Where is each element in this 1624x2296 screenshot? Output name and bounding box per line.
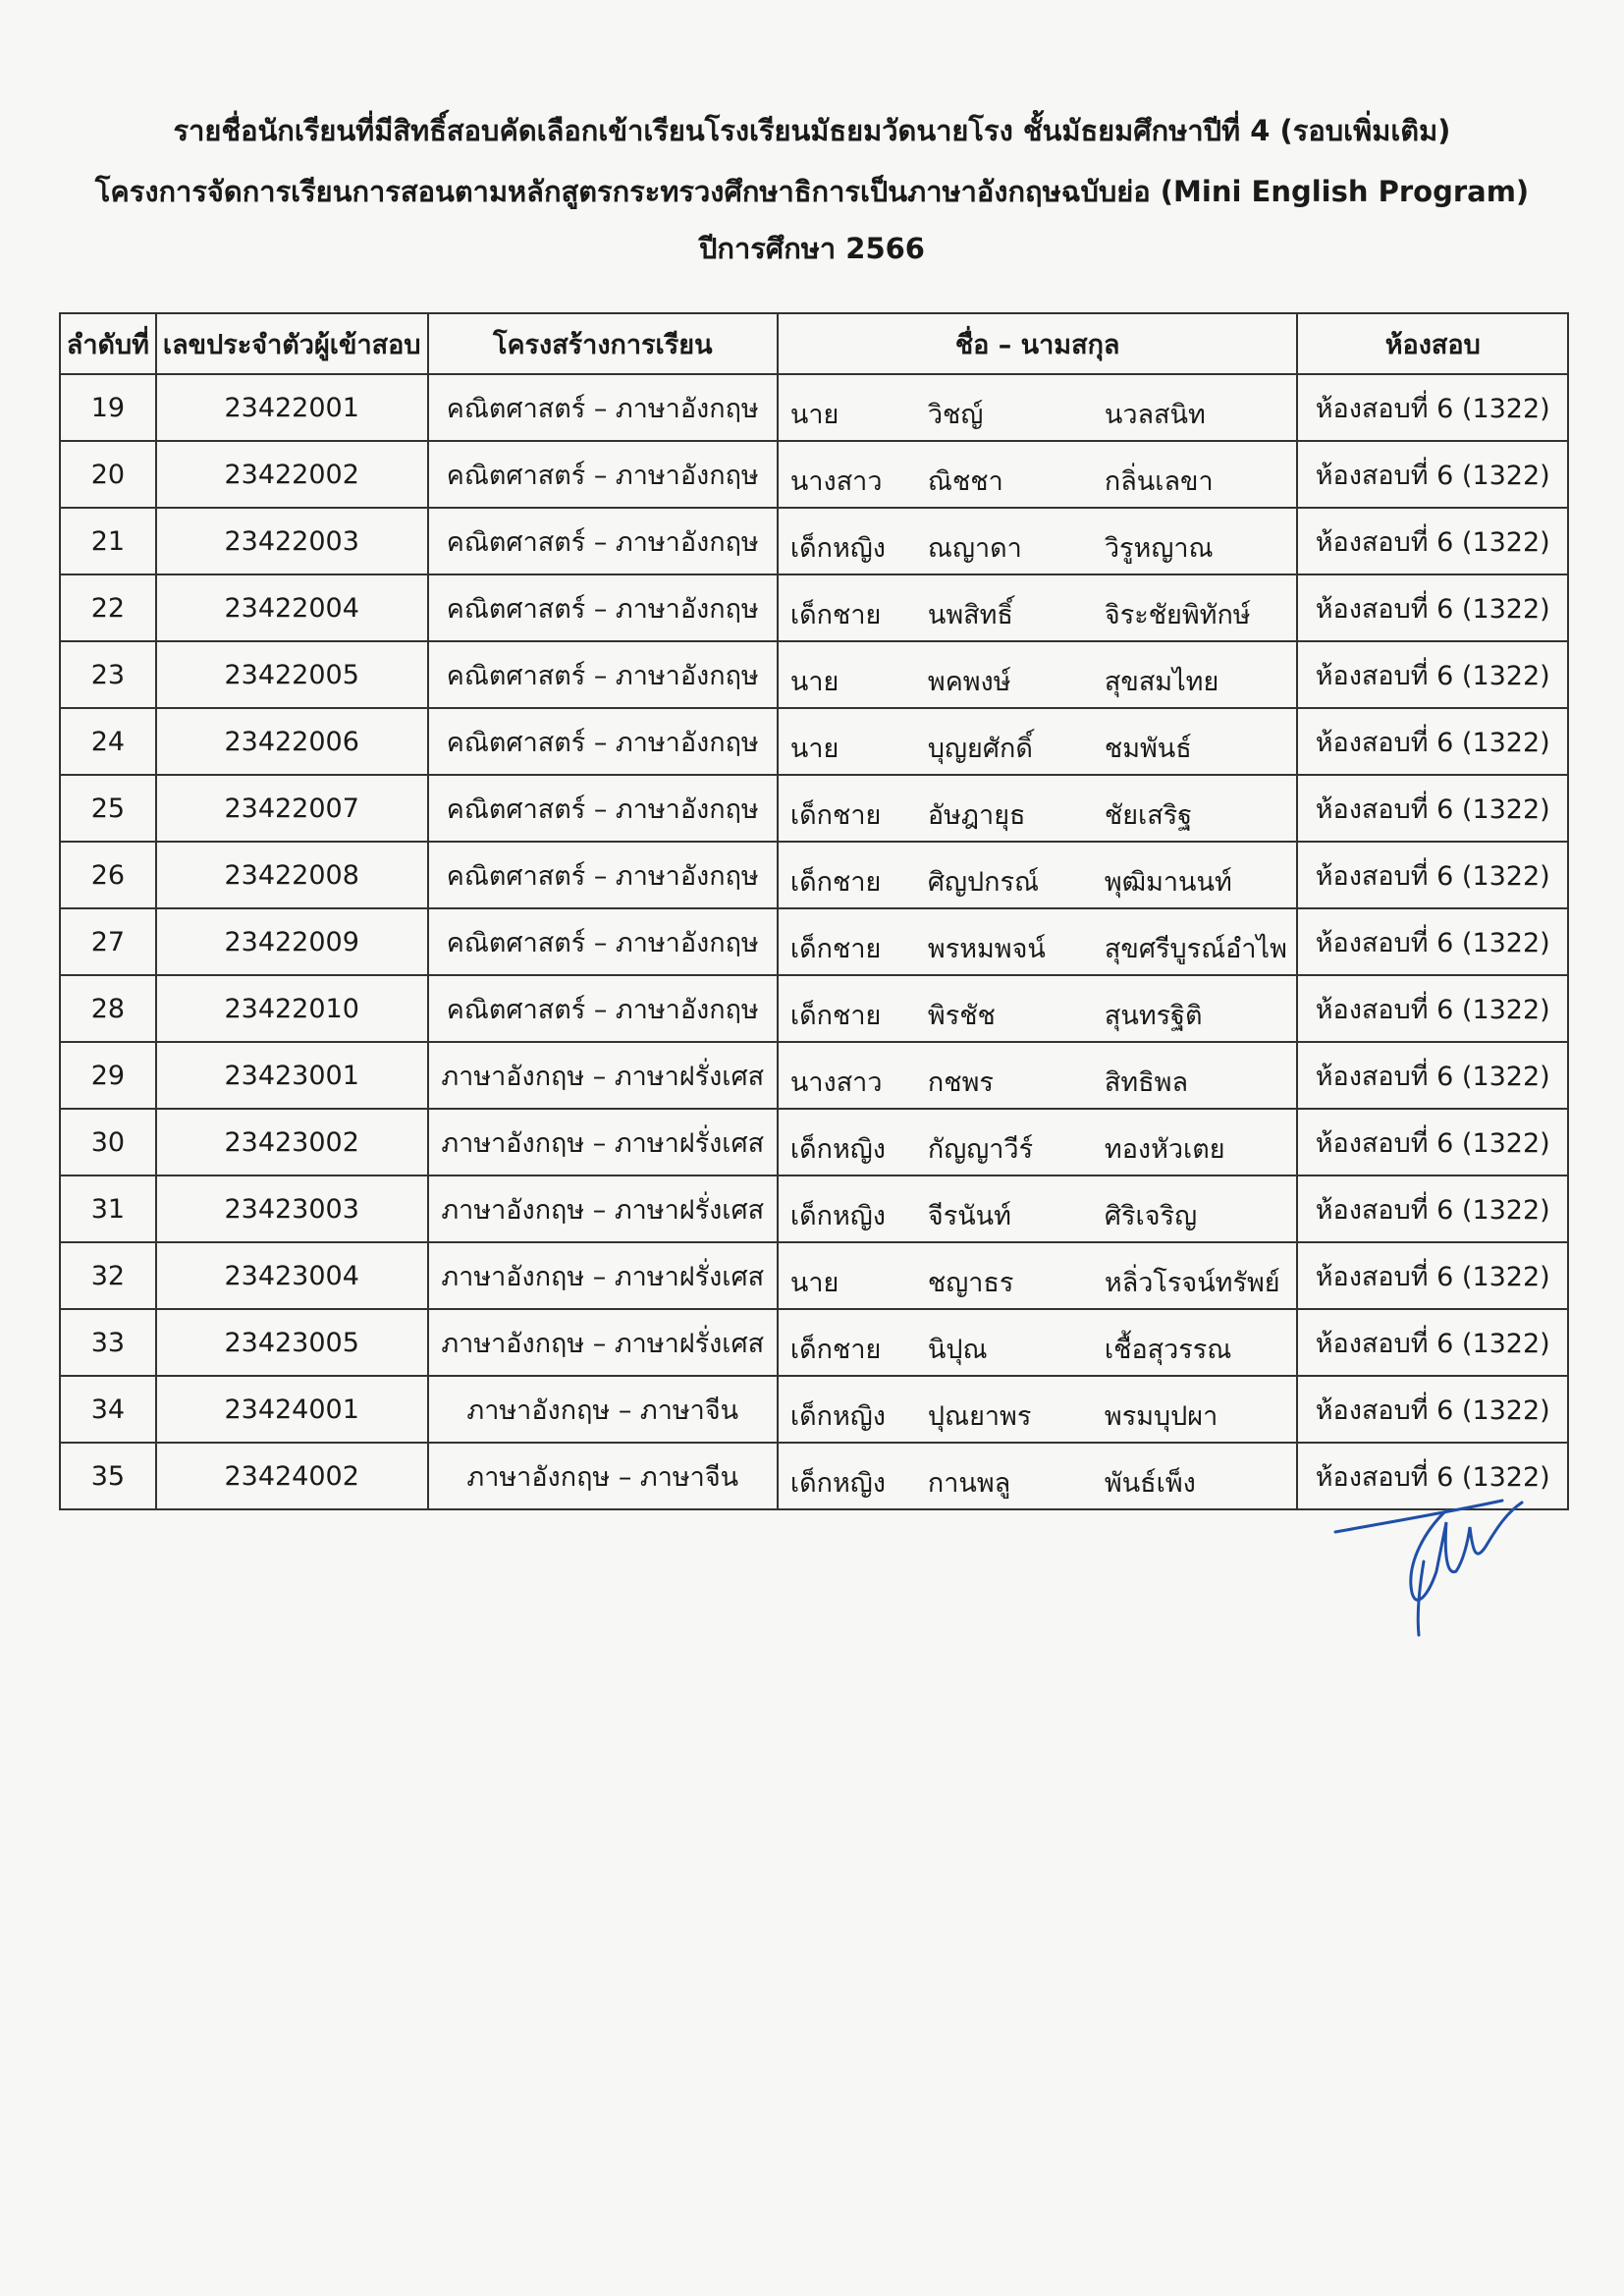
- row-name: [778, 1309, 1298, 1376]
- row-name: [778, 1376, 1298, 1443]
- first-name: กชพร: [927, 1067, 994, 1098]
- academic-year: ปีการศึกษา 2566: [698, 232, 925, 265]
- table-row: [60, 1376, 1568, 1443]
- name-prefix: เด็กชาย: [789, 1335, 882, 1365]
- row-no: 29: [60, 1042, 156, 1109]
- table-row: [60, 842, 1568, 908]
- row-exam-id: 23422001: [156, 374, 428, 441]
- row-program: ภาษาอังกฤษ – ภาษาจีน: [428, 1376, 778, 1443]
- row-program: คณิตศาสตร์ – ภาษาอังกฤษ: [428, 975, 778, 1042]
- table-row: [60, 975, 1568, 1042]
- name-prefix: เด็กชาย: [789, 600, 882, 630]
- row-program: คณิตศาสตร์ – ภาษาอังกฤษ: [428, 775, 778, 842]
- table-row: [60, 508, 1568, 574]
- first-name: ณิชชา: [927, 466, 1003, 497]
- row-program: คณิตศาสตร์ – ภาษาอังกฤษ: [428, 441, 778, 508]
- row-name: [778, 708, 1298, 775]
- row-exam-id: 23423002: [156, 1109, 428, 1175]
- header-program: โครงสร้างการเรียน: [428, 313, 778, 374]
- row-exam-id: 23422004: [156, 574, 428, 641]
- row-name: [778, 842, 1298, 908]
- row-program: คณิตศาสตร์ – ภาษาอังกฤษ: [428, 708, 778, 775]
- row-room: ห้องสอบที่ 6 (1322): [1297, 374, 1568, 441]
- row-no: 25: [60, 775, 156, 842]
- document-title: รายชื่อนักเรียนที่มีสิทธิ์สอบคัดเลือกเข้าเรียนโรงเรียนมัธยมวัดนายโรง ชั้นมัธยมศึกษาปีที่ 4 (รอบเพิ่มเติม): [173, 114, 1451, 147]
- row-program: ภาษาอังกฤษ – ภาษาฝรั่งเศส: [428, 1109, 778, 1175]
- row-name: [778, 1242, 1298, 1309]
- first-name: วิชญ์: [927, 400, 984, 430]
- row-name: [778, 1175, 1298, 1242]
- row-room: ห้องสอบที่ 6 (1322): [1297, 775, 1568, 842]
- name-prefix: เด็กหญิง: [789, 533, 886, 564]
- last-name: ทองหัวเตย: [1104, 1134, 1225, 1165]
- row-name: [778, 1443, 1298, 1509]
- table-row: [60, 574, 1568, 641]
- row-program: คณิตศาสตร์ – ภาษาอังกฤษ: [428, 508, 778, 574]
- row-no: 21: [60, 508, 156, 574]
- first-name: ปุณยาพร: [927, 1401, 1032, 1432]
- table-row: [60, 441, 1568, 508]
- row-room: ห้องสอบที่ 6 (1322): [1297, 1109, 1568, 1175]
- row-name: [778, 574, 1298, 641]
- table-header-row: [60, 313, 1568, 374]
- last-name: สิทธิพล: [1104, 1067, 1188, 1098]
- row-room: ห้องสอบที่ 6 (1322): [1297, 708, 1568, 775]
- row-room: ห้องสอบที่ 6 (1322): [1297, 1175, 1568, 1242]
- table-row: [60, 708, 1568, 775]
- row-exam-id: 23422007: [156, 775, 428, 842]
- first-name: พิรชัช: [927, 1001, 996, 1031]
- row-room: ห้องสอบที่ 6 (1322): [1297, 641, 1568, 708]
- last-name: จิระชัยพิทักษ์: [1104, 600, 1251, 630]
- row-program: ภาษาอังกฤษ – ภาษาฝรั่งเศส: [428, 1175, 778, 1242]
- row-room: ห้องสอบที่ 6 (1322): [1297, 1242, 1568, 1309]
- row-name: [778, 374, 1298, 441]
- row-no: 22: [60, 574, 156, 641]
- row-room: ห้องสอบที่ 6 (1322): [1297, 508, 1568, 574]
- row-exam-id: 23422006: [156, 708, 428, 775]
- row-room: ห้องสอบที่ 6 (1322): [1297, 1376, 1568, 1443]
- name-prefix: เด็กชาย: [789, 867, 882, 898]
- first-name: กัญญาวีร์: [927, 1134, 1034, 1165]
- row-exam-id: 23423004: [156, 1242, 428, 1309]
- row-no: 32: [60, 1242, 156, 1309]
- table-row: [60, 1042, 1568, 1109]
- name-prefix: นาย: [789, 400, 839, 430]
- row-exam-id: 23423005: [156, 1309, 428, 1376]
- row-room: ห้องสอบที่ 6 (1322): [1297, 975, 1568, 1042]
- candidate-table: [59, 312, 1569, 1510]
- name-prefix: เด็กชาย: [789, 800, 882, 831]
- row-room: ห้องสอบที่ 6 (1322): [1297, 842, 1568, 908]
- row-name: [778, 641, 1298, 708]
- name-prefix: นาย: [789, 734, 839, 764]
- row-program: คณิตศาสตร์ – ภาษาอังกฤษ: [428, 574, 778, 641]
- first-name: ศิญปกรณ์: [927, 867, 1040, 898]
- last-name: กลิ่นเลขา: [1104, 466, 1214, 497]
- last-name: นวลสนิท: [1104, 400, 1206, 430]
- row-no: 26: [60, 842, 156, 908]
- row-program: ภาษาอังกฤษ – ภาษาจีน: [428, 1443, 778, 1509]
- name-prefix: นาย: [789, 1268, 839, 1298]
- row-no: 31: [60, 1175, 156, 1242]
- name-prefix: เด็กหญิง: [789, 1401, 886, 1432]
- first-name: จีรนันท์: [927, 1201, 1011, 1231]
- row-exam-id: 23422008: [156, 842, 428, 908]
- table-row: [60, 908, 1568, 975]
- last-name: สุขศรีบูรณ์อำไพ: [1104, 934, 1287, 964]
- name-prefix: เด็กชาย: [789, 1001, 882, 1031]
- row-exam-id: 23422005: [156, 641, 428, 708]
- first-name: พคพงษ์: [927, 667, 1011, 697]
- first-name: นิปุณ: [927, 1335, 988, 1365]
- table-row: [60, 374, 1568, 441]
- header-exam-id: เลขประจำตัวผู้เข้าสอบ: [156, 313, 428, 374]
- row-name: [778, 975, 1298, 1042]
- row-exam-id: 23423003: [156, 1175, 428, 1242]
- row-program: ภาษาอังกฤษ – ภาษาฝรั่งเศส: [428, 1242, 778, 1309]
- row-room: ห้องสอบที่ 6 (1322): [1297, 441, 1568, 508]
- row-room: ห้องสอบที่ 6 (1322): [1297, 574, 1568, 641]
- row-no: 33: [60, 1309, 156, 1376]
- first-name: นพสิทธิ์: [927, 600, 1013, 630]
- name-prefix: นาย: [789, 667, 839, 697]
- last-name: ชัยเสริฐ: [1104, 800, 1193, 831]
- last-name: สุนทรฐิติ: [1104, 1001, 1203, 1031]
- row-program: ภาษาอังกฤษ – ภาษาฝรั่งเศส: [428, 1042, 778, 1109]
- first-name: พรหมพจน์: [927, 934, 1046, 964]
- first-name: กานพลู: [927, 1468, 1011, 1499]
- document-subtitle: โครงการจัดการเรียนการสอนตามหลักสูตรกระทรวงศึกษาธิการเป็นภาษาอังกฤษฉบับย่อ (Mini English Program): [94, 175, 1530, 208]
- signature: [1330, 1493, 1527, 1640]
- row-no: 19: [60, 374, 156, 441]
- table-row: [60, 1109, 1568, 1175]
- row-program: คณิตศาสตร์ – ภาษาอังกฤษ: [428, 374, 778, 441]
- row-exam-id: 23424002: [156, 1443, 428, 1509]
- row-program: ภาษาอังกฤษ – ภาษาฝรั่งเศส: [428, 1309, 778, 1376]
- row-no: 20: [60, 441, 156, 508]
- table-row: [60, 641, 1568, 708]
- row-exam-id: 23422003: [156, 508, 428, 574]
- last-name: พรมบุปผา: [1104, 1401, 1218, 1432]
- row-program: คณิตศาสตร์ – ภาษาอังกฤษ: [428, 842, 778, 908]
- name-prefix: เด็กหญิง: [789, 1134, 886, 1165]
- row-exam-id: 23424001: [156, 1376, 428, 1443]
- row-name: [778, 508, 1298, 574]
- last-name: พันธ์เพ็ง: [1104, 1468, 1196, 1499]
- header-no: ลำดับที่: [60, 313, 156, 374]
- last-name: เชื้อสุวรรณ: [1104, 1335, 1232, 1365]
- name-prefix: เด็กหญิง: [789, 1468, 886, 1499]
- table-row: [60, 1309, 1568, 1376]
- name-prefix: เด็กชาย: [789, 934, 882, 964]
- table-row: [60, 1175, 1568, 1242]
- row-exam-id: 23423001: [156, 1042, 428, 1109]
- row-room: ห้องสอบที่ 6 (1322): [1297, 908, 1568, 975]
- first-name: อัษฎายุธ: [927, 800, 1026, 831]
- row-exam-id: 23422002: [156, 441, 428, 508]
- last-name: สุขสมไทย: [1104, 667, 1219, 697]
- row-room: ห้องสอบที่ 6 (1322): [1297, 1443, 1568, 1509]
- last-name: หลิ่วโรจน์ทรัพย์: [1104, 1268, 1280, 1298]
- row-no: 24: [60, 708, 156, 775]
- first-name: ชญาธร: [927, 1268, 1014, 1298]
- name-prefix: นางสาว: [789, 466, 883, 497]
- row-no: 35: [60, 1443, 156, 1509]
- row-room: ห้องสอบที่ 6 (1322): [1297, 1309, 1568, 1376]
- last-name: ชมพันธ์: [1104, 734, 1192, 764]
- last-name: วิรูหญาณ: [1104, 533, 1214, 564]
- row-exam-id: 23422009: [156, 908, 428, 975]
- row-no: 30: [60, 1109, 156, 1175]
- row-no: 23: [60, 641, 156, 708]
- first-name: ณญาดา: [927, 533, 1022, 564]
- last-name: พุฒิมานนท์: [1104, 867, 1232, 898]
- row-no: 27: [60, 908, 156, 975]
- header-room: ห้องสอบ: [1297, 313, 1568, 374]
- row-name: [778, 1109, 1298, 1175]
- name-prefix: นางสาว: [789, 1067, 883, 1098]
- row-room: ห้องสอบที่ 6 (1322): [1297, 1042, 1568, 1109]
- row-program: คณิตศาสตร์ – ภาษาอังกฤษ: [428, 908, 778, 975]
- row-name: [778, 1042, 1298, 1109]
- last-name: ศิริเจริญ: [1104, 1201, 1198, 1231]
- row-exam-id: 23422010: [156, 975, 428, 1042]
- row-no: 28: [60, 975, 156, 1042]
- row-name: [778, 775, 1298, 842]
- row-name: [778, 908, 1298, 975]
- table-row: [60, 1242, 1568, 1309]
- first-name: บุญยศักดิ์: [927, 734, 1033, 764]
- row-program: คณิตศาสตร์ – ภาษาอังกฤษ: [428, 641, 778, 708]
- header-name: ชื่อ – นามสกุล: [778, 313, 1298, 374]
- row-no: 34: [60, 1376, 156, 1443]
- table-row: [60, 775, 1568, 842]
- name-prefix: เด็กหญิง: [789, 1201, 886, 1231]
- row-name: [778, 441, 1298, 508]
